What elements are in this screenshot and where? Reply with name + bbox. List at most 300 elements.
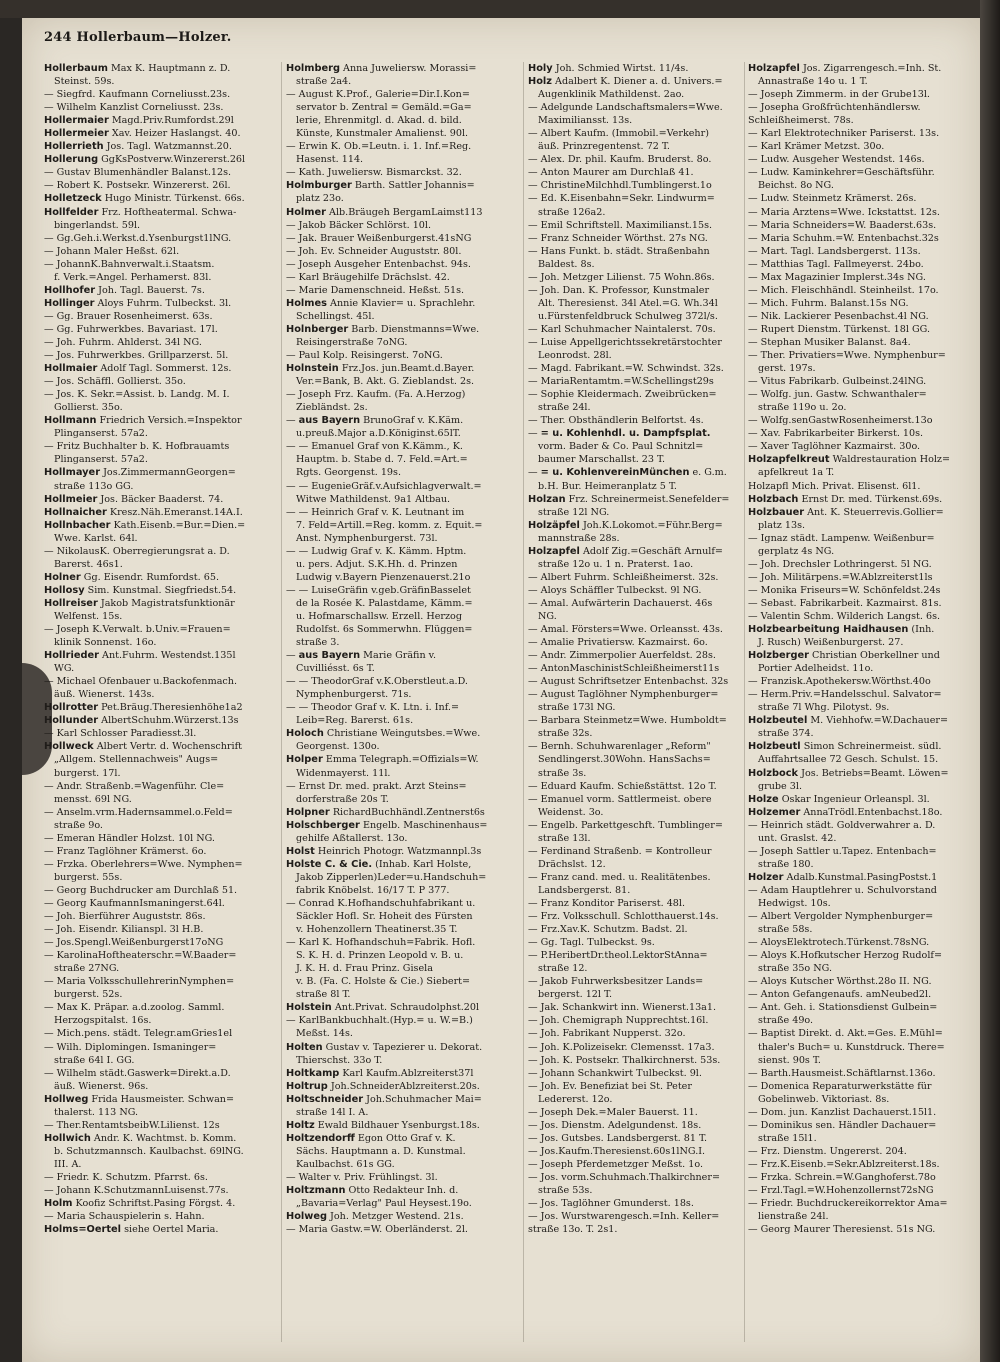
directory-entry-line: 7. Feld=Artill.=Reg. komm. z. Equit.= [296,519,483,531]
directory-entry-line: sienst. 90s T. [758,1054,821,1066]
directory-entry-line: — KarolinaHoftheaterschr.=W.Baader= [44,950,237,962]
directory-entry-line: — Anton Gefangenaufs. amNeubed2l. [748,989,932,1001]
directory-entry-line: — Bernh. Schuhwarenlager „Reform" [528,741,711,753]
directory-entry-line: — Karl Schuhmacher Naintalerst. 70s. [528,323,716,335]
surname-heading: Hollnaicher [44,506,107,518]
directory-entry-line: Hollwich Andr. K. Wachtmst. b. Komm. [44,1132,237,1144]
directory-entry-line: Gollierst. 35o. [54,402,123,414]
directory-entry-line: Säckler Hofl. Sr. Hoheit des Fürsten [296,911,473,923]
directory-entry-line: Holzberger Christian Oberkellner und [748,650,940,662]
directory-entry-line: straße 3s. [538,767,587,779]
surname-heading: Holmer [286,206,326,218]
directory-entry-line: — = u. KohlenvereinMünchen e. G.m. [528,467,727,479]
column-divider [281,62,282,1342]
directory-entry-line: thalerst. 113 NG. [54,1106,139,1118]
surname-heading: Holzapfel [748,63,800,74]
entries-column-3 [528,62,760,1348]
surname-heading: aus Bayern [298,415,361,427]
directory-entry-line: — Wilhelm Kanzlist Corneliusst. 23s. [44,102,224,114]
surname-heading: Holzapfel [528,545,580,557]
directory-entry-line: — Marie Damenschneid. Heßst. 51s. [286,284,465,296]
directory-entry-line: Auffahrtsallee 72 Gesch. Schulst. 15. [758,754,939,766]
directory-entry-line: — aus Bayern Marie Gräfin v. [286,650,437,662]
surname-heading: Holmes [286,297,327,309]
directory-entry-line: — Xaver Taglöhner Kazmairst. 30o. [748,441,921,453]
directory-entry-line: — Valentin Schm. Wilderich Langst. 6s. [748,610,941,622]
directory-entry-line: platz 13s. [758,519,806,531]
directory-entry-line: — Frz. Dienstm. Ungererst. 204. [748,1145,907,1157]
directory-entry-line: — Aloys Kutscher Wörthst.28o II. NG. [748,976,932,988]
surname-heading: Holner [44,571,81,583]
surname-heading: Hollmayer [44,467,101,479]
directory-entry-line: fabrik Knöbelst. 16/17 T. P 377. [296,884,450,896]
directory-entry-line: — Amal. Försters=Wwe. Orleansst. 43s. [528,624,723,636]
directory-entry-line: — Adelgunde Landschaftsmalers=Wwe. [528,102,723,114]
directory-entry-line: Holm Koofiz Schriftst.Pasing Förgst. 4. [44,1198,236,1210]
directory-entry-line: — Monika Friseurs=W. Schönfeldst.24s [748,584,941,596]
directory-entry-line: — Jak. Brauer Weißenburgerst.41sNG [286,232,472,244]
directory-entry-line: b.H. Bur. Heimeranplatz 5 T. [538,480,677,492]
directory-entry-line: Georgenst. 130o. [296,741,380,753]
directory-entry-line: straße 49o. [758,1015,814,1027]
directory-entry-line: Holtzmann Otto Redakteur Inh. d. [286,1185,459,1197]
directory-entry-line: Hollreiser Jakob Magistratsfunktionär [44,597,235,609]
directory-entry-line: straße 180. [758,858,814,870]
directory-entry-line: — Gg. Fuhrwerkbes. Bavariast. 17l. [44,323,218,335]
directory-entry-line: straße 58s. [758,924,813,936]
surname-heading: Holzer [748,871,784,883]
surname-heading: aus Bayern [298,650,361,662]
directory-entry-line: — Maria VolksschullehrerinNymphen= [44,976,235,988]
directory-entry-line: — Karl Schlosser Paradiesst.3l. [44,728,197,740]
directory-entry-line: — Anton Maurer am Durchlaß 41. [528,167,694,179]
directory-entry-line: u. pers. Adjut. S.K.Hh. d. Prinzen [296,558,458,570]
directory-entry-line: Plinganserst. 57a2. [54,428,148,440]
directory-entry-line: — Dom. jun. Kanzlist Dachauerst.15l1. [748,1106,937,1118]
directory-entry-line: Wwe. Karlst. 64l. [54,532,138,544]
surname-heading: Holzbauer [748,506,805,518]
directory-entry-line: Holy Joh. Schmied Wirtst. 11/4s. [528,63,689,74]
directory-entry-line: straße 53s. [538,1185,593,1197]
directory-entry-line: Hedwigst. 10s. [758,898,831,909]
directory-entry-line: — Ed. K.Eisenbahn=Sekr. Lindwurm= [528,193,715,205]
directory-entry-line: Hauptm. b. Stabe d. 7. Feld.=Art.= [296,454,468,466]
directory-entry-line: Welfenst. 15s. [54,610,123,622]
surname-heading: = u. KohlenvereinMünchen [540,467,690,479]
directory-entry-line: Holoch Christiane Weingutsbes.=Wwe. [286,728,481,740]
directory-entry-line: lerie, Ehrenmitgl. d. Akad. d. bild. [296,115,462,127]
directory-entry-line: Weidenst. 3o. [538,806,604,818]
directory-entry-line: burgerst. 55s. [54,871,123,883]
directory-entry-line: — Wilh. Diplomingen. Ismaninger= [44,1041,217,1053]
directory-entry-line: — Gg. Tagl. Tulbeckst. 9s. [528,937,655,949]
directory-entry-line: Holweg Joh. Metzger Westend. 21s. [286,1211,464,1223]
directory-entry-line: straße 14l I. A. [296,1106,369,1118]
directory-entry-line: Ludwig v.Bayern Pienzenauerst.21o [296,571,471,583]
directory-entry-line: apfelkreut 1a T. [758,467,835,479]
directory-entry-line: — Frzka. Schrein.=W.Ganghoferst.78o [748,1171,936,1183]
surname-heading: Holste C. & Cie. [286,858,373,870]
directory-entry-line: — Robert K. Postsekr. Winzererst. 26l. [44,180,231,192]
directory-entry-line: Holms=Oertel siehe Oertel Maria. [44,1224,219,1236]
directory-entry-line: Hollfelder Frz. Hoftheatermal. Schwa- [44,206,237,218]
directory-entry-line: straße 113o GG. [54,480,134,492]
directory-entry-line: mensst. 69l NG. [54,793,132,805]
surname-heading: Hollermaier [44,115,109,127]
directory-entry-line: — Mich.pens. städt. Telegr.amGries1el [44,1028,233,1040]
directory-entry-line: Augenklinik Mathildenst. 2ao. [538,89,685,101]
directory-entry-line: klinik Sonnenst. 16o. [54,637,157,649]
directory-entry-line: burgerst. 52s. [54,989,123,1001]
directory-entry-line: v. B. (Fa. C. Holste & Cie.) Siebert= [296,976,471,988]
directory-entry-line: straße 32s. [538,728,593,740]
directory-entry-line: — Xav. Fabrikarbeiter Birkerst. 10s. [748,428,924,440]
directory-entry-line: — KarlBankbuchhalt.(Hyp.= u. W.=B.) [286,1015,473,1027]
directory-entry-line: Hollosy Sim. Kunstmal. Siegfriedst.54. [44,584,237,596]
directory-entry-line: baumer Marschallst. 23 T. [538,454,666,466]
directory-entry-line: — Albert Kaufm. (Immobil.=Verkehr) [528,128,709,140]
directory-entry-line: b. Schutzmannsch. Kaulbachst. 69lNG. [54,1145,244,1157]
surname-heading: Holtrup [286,1080,328,1092]
directory-entry-line: Hollunder AlbertSchuhm.Würzerst.13s [44,715,239,727]
directory-entry-line: — Ernst Dr. med. prakt. Arzt Steins= [286,780,467,792]
directory-entry-line: straße 9o. [54,819,103,831]
surname-heading: Holzberger [748,650,809,662]
surname-heading: Hollosy [44,584,85,596]
directory-entry-line: — Max K. Präpar. a.d.zoolog. Samml. [44,1002,225,1014]
surname-heading: Hollerung [44,154,99,166]
directory-entry-line: Anst. Nymphenburgerst. 73l. [296,532,438,544]
directory-entry-line: — — Heinrich Graf v. K. Leutnant im [286,506,465,518]
directory-entry-line: — Franz cand. med. u. Realitätenbes. [528,871,711,883]
directory-entry-line: — Frzka. Oberlehrers=Wwe. Nymphen= [44,858,243,870]
directory-entry-line: — Frz.Xav.K. Schutzm. Badst. 2l. [528,924,688,936]
directory-entry-line: burgerst. 17l. [54,767,121,779]
directory-entry-line: — Paul Kolp. Reisingerst. 7oNG. [286,350,443,362]
directory-entry-line: Holzäpfel Joh.K.Lokomot.=Führ.Berg= [528,519,723,531]
directory-entry-line: straße 173l NG. [538,702,616,714]
surname-heading: Holzbeutl [748,741,801,753]
directory-entry-line: de la Rosée K. Palastdame, Kämm.= [296,597,473,609]
directory-entry-line: Holzapfel Adolf Zig.=Geschäft Arnulf= [528,545,723,557]
entries-column-1 [44,62,276,1348]
directory-entry-line: — Nik. Lackierer Pesenbachst.4l NG. [748,310,929,322]
directory-entry-line: Holze Oskar Ingenieur Orleanspl. 3l. [748,793,930,805]
directory-entry-line: Steinst. 59s. [54,76,115,88]
directory-entry-line: J. K. H. d. Frau Prinz. Gisela [296,963,433,975]
directory-entry-line: — Matthias Tagl. Fallmeyerst. 24bo. [748,258,924,270]
directory-entry-line: straße 12. [538,963,588,975]
directory-entry-line: straße 12o u. 1 n. Praterst. 1ao. [538,558,694,570]
directory-entry-line: — Joseph Ausgeher Entenbachst. 94s. [286,258,471,270]
directory-entry-line: Sächs. Hauptmann a. D. Kunstmal. [296,1145,466,1157]
directory-entry-line: Holzapfel Jos. Zigarrengesch.=Inh. St. [748,63,942,74]
directory-entry-line: Widenmayerst. 11l. [296,767,391,779]
surname-heading: Hollmeier [44,493,98,505]
surname-heading: Holnberger [286,323,349,335]
surname-heading: Holzbearbeitung Haidhausen [748,624,909,636]
directory-entry-line: u.Fürstenfeldbruck Schulweg 372l/s. [538,310,718,322]
directory-entry-line: — Jakob Fuhrwerksbesitzer Lands= [528,976,704,988]
directory-entry-line: — Amalie Privatiersw. Kazmairst. 6o. [528,637,708,649]
surname-heading: Holten [286,1041,323,1053]
directory-entry-line: — Stephan Musiker Balanst. 8a4. [748,336,911,348]
directory-entry-line: Hollweck Albert Vertr. d. Wochenschrift [44,741,242,753]
surname-heading: Hollunder [44,715,99,727]
surname-heading: Holtz [286,1119,315,1131]
directory-entry-line: Schellingst. 45l. [296,310,375,322]
directory-entry-line: — Gg.Geh.i.Werkst.d.Ysenburgst1lNG. [44,232,232,244]
directory-entry-line: straße 24l. [538,402,591,414]
directory-entry-line: — Joh. Drechsler Lothringerst. 5l NG. [748,558,932,570]
directory-entry-line: — Wilhelm städt.Gaswerk=Direkt.a.D. [44,1067,231,1079]
directory-entry-line: Kaulbachst. 61s GG. [296,1158,395,1170]
directory-entry-line: — Ther. Privatiers=Wwe. Nymphenbur= [748,350,946,362]
directory-entry-line: — MariaRentamtm.=W.Schellingst29s [528,376,714,388]
surname-heading: Holschberger [286,819,360,831]
surname-heading: Holst [286,845,315,857]
directory-entry-line: — Hans Funkt. b. städt. Straßenbahn [528,245,710,257]
directory-entry-line: — — Emanuel Graf von K.Kämm., K. [286,441,463,453]
directory-entry-line: straße 64l I. GG. [54,1054,135,1066]
directory-entry-line: — — Theodor Graf v. K. Ltn. i. Inf.= [286,702,460,714]
directory-entry-line: v. Hohenzollern Theatinerst.35 T. [296,924,458,936]
surname-heading: Holz [528,76,552,88]
surname-heading: Hollweck [44,741,94,753]
directory-entry-line: Rudolfst. 6s Sommerwhn. Flüggen= [296,624,473,636]
directory-entry-line: — Johann Schankwirt Tulbeckst. 9l. [528,1067,702,1079]
directory-entry-line: Hollrieder Ant.Fuhrm. Westendst.135l [44,650,236,662]
directory-entry-line: Hollermeier Xav. Heizer Haslangst. 40. [44,128,241,140]
surname-heading: Holzapfelkreut [748,454,830,466]
directory-entry-line: Sendlingerst.30Wohn. HansSachs= [538,754,711,766]
directory-entry-line: — Jos.Spengl.Weißenburgerst17oNG [44,937,224,949]
directory-entry-line: — Vitus Fabrikarb. Gulbeinst.24lNG. [748,376,927,388]
directory-entry-line: äuß. Wienerst. 96s. [54,1080,149,1092]
directory-entry-line: Holzbeutel M. Viehhofw.=W.Dachauer= [748,715,949,727]
surname-heading: Holzäpfel [528,519,580,531]
directory-entry-line: Holmer Alb.Bräugeh BergamLaimst113 [286,206,483,218]
directory-entry-line: Holzbach Ernst Dr. med. Türkenst.69s. [748,493,943,505]
surname-heading: Hollinger [44,297,95,309]
directory-entry-line: — Walter v. Priv. Frühlingst. 3l. [286,1171,438,1183]
directory-entry-line: — Johann K.SchutzmannLuisenst.77s. [44,1185,229,1197]
directory-entry-line: dorferstraße 20s T. [296,793,389,805]
directory-entry-line: — Conrad K.Hofhandschuhfabrikant u. [286,898,476,909]
directory-entry-line: Holper Emma Telegraph.=Offizials=W. [286,754,479,766]
directory-entry-line: — Franz Schneider Wörthst. 27s NG. [528,232,708,244]
surname-heading: Holm [44,1198,73,1210]
surname-heading: Hollmaier [44,363,98,375]
directory-entry-line: lienstraße 24l. [758,1211,829,1223]
directory-entry-line: straße 13l. [538,832,591,844]
directory-entry-line: — Georg Buchdrucker am Durchlaß 51. [44,884,238,896]
directory-entry-line: — — LuiseGräfin v.geb.GräfinBasselet [286,584,471,596]
surname-heading: Hollwich [44,1132,91,1144]
directory-entry-line: Maximiliansst. 13s. [538,115,633,127]
directory-entry-line: — Barth.Hausmeist.Schäftlarnst.136o. [748,1067,936,1079]
directory-entry-line: straße 7l Whg. Pilotyst. 9s. [758,702,890,714]
directory-entry-line: — Adam Hauptlehrer u. Schulvorstand [748,884,937,896]
directory-entry-line: Ledererst. 12o. [538,1093,613,1105]
directory-entry-line: — Dominikus sen. Händler Dachauer= [748,1119,937,1131]
surname-heading: Hollrieder [44,650,99,662]
scan-top-margin [0,0,1000,18]
directory-entry-line: äuß. Wienerst. 143s. [54,689,155,701]
directory-entry-line: servator b. Zentral = Gemäld.=Ga= [296,102,472,114]
directory-entry-line: — Alex. Dr. phil. Kaufm. Bruderst. 8o. [528,154,712,166]
surname-heading: Holtzendorff [286,1132,355,1144]
directory-entry-line: — Max Magazinier Implerst.34s NG. [748,271,926,283]
directory-entry-line: — Karl Krämer Metzst. 30o. [748,141,885,153]
surname-heading: Hollermeier [44,128,109,140]
surname-heading: Hollerbaum [44,63,108,74]
surname-heading: Hollrotter [44,702,99,714]
directory-entry-line: — NikolausK. Oberregierungsrat a. D. [44,545,230,557]
directory-entry-line: straße 3. [296,637,340,649]
surname-heading: Hollfelder [44,206,99,218]
directory-entry-line: — Jos. vorm.Schuhmach.Thalkirchner= [528,1171,720,1183]
directory-entry-line: — Karl Elektrotechniker Pariserst. 13s. [748,128,940,140]
directory-entry-line: straße 119o u. 2o. [758,402,847,414]
directory-entry-line: — Barbara Steinmetz=Wwe. Humboldt= [528,715,727,727]
directory-entry-line: Hollerbaum Max K. Hauptmann z. D. [44,63,231,74]
directory-entry-line: — Emeran Händler Holzst. 10l NG. [44,832,215,844]
directory-entry-line: — Jos. Schäffl. Gollierst. 35o. [44,376,186,388]
directory-entry-line: — Ludw. Ausgeher Westendst. 146s. [748,154,925,166]
directory-entry-line: Holnstein Frz.Jos. jun.Beamt.d.Bayer. [286,363,475,375]
directory-entry-line: gerplatz 4s NG. [758,545,835,557]
directory-entry-line: — Anselm.vrm.Hadernsammel.o.Feld= [44,806,233,818]
directory-entry-line: gerst. 197s. [758,363,816,375]
directory-entry-line: — Mich. Fleischhändl. Steinheilst. 17o. [748,284,939,296]
directory-entry-line: Hollnbacher Kath.Eisenb.=Bur.=Dien.= [44,519,246,531]
directory-entry-line: Holste C. & Cie. (Inhab. Karl Holste, [286,858,472,870]
directory-entry-line: Holten Gustav v. Tapezierer u. Dekorat. [286,1041,483,1053]
directory-entry-line: Holtschneider Joh.Schuhmacher Mai= [286,1093,482,1105]
directory-entry-line: Meßst. 14s. [296,1028,353,1040]
directory-entry-line: — Johann Maler Heßst. 62l. [44,245,180,257]
directory-entry-line: — Magd. Fabrikant.=W. Schwindst. 32s. [528,363,724,375]
surname-heading: Holletzeck [44,193,102,205]
directory-entry-line: straße 35o NG. [758,963,833,975]
directory-entry-line: — Franz Konditor Pariserst. 48l. [528,898,686,909]
directory-entry-line: — Andr. Straßenb.=Wagenführ. Cle= [44,780,225,792]
directory-entry-line: Holtz Ewald Bildhauer Ysenburgst.18s. [286,1119,480,1131]
entries-column-4 [748,62,980,1348]
directory-entry-line: Holtrup Joh.SchneiderAblzreiterst.20s. [286,1080,480,1092]
directory-entry-line: Künste, Kunstmaler Amalienst. 90l. [296,128,469,140]
entries-column-2 [286,62,518,1348]
directory-entry-line: — Joh. Eisendr. Kilianspl. 3l H.B. [44,924,204,936]
directory-entry-line: — Georg Maurer Theresienst. 51s NG. [748,1224,936,1236]
directory-entry-line: — Franzisk.Apothekersw.Wörthst.40o [748,676,931,688]
directory-entry-line: straße 12l NG. [538,506,610,518]
directory-entry-line: Holzemer AnnaTrödl.Entenbachst.18o. [748,806,943,818]
directory-entry-line: S. K. H. d. Prinzen Leopold v. B. u. [296,950,464,962]
directory-entry-line: — Joseph Pferdemetzger Meßst. 1o. [528,1158,704,1170]
directory-entry-line: — Wolfg.senGastwRosenheimerst.13o [748,415,933,427]
directory-entry-line: Barerst. 46s1. [54,558,123,570]
directory-entry-line: Landsbergerst. 81. [538,884,631,896]
directory-entry-line: — Ludw. Kaminkehrer=Geschäftsführ. [748,167,935,179]
directory-entry-line: Beichst. 8o NG. [758,180,834,192]
directory-entry-line: III. A. [54,1158,82,1170]
directory-entry-line: — Joh. Ev. Schneider Auguststr. 80l. [286,245,462,257]
surname-heading: Holtzmann [286,1185,346,1197]
directory-entry-line: — Amal. Aufwärterin Dachauerst. 46s [528,597,713,609]
surname-heading: Holtkamp [286,1067,340,1079]
directory-entry-line: — Erwin K. Ob.=Leutn. i. 1. Inf.=Reg. [286,141,472,153]
directory-entry-line: Herzogspitalst. 16s. [54,1015,152,1027]
directory-entry-line: Hollerrieth Jos. Tagl. Watzmannst.20. [44,141,232,153]
surname-heading: Holnstein [286,363,339,375]
directory-entry-line: — P.HeribertDr.theol.LektorStAnna= [528,950,708,962]
directory-entry-line: — Josepha Großfrüchtenhändlersw. [748,102,921,114]
directory-entry-line: thaler's Buch= u. Kunstdruck. There= [758,1041,945,1053]
surname-heading: Holtschneider [286,1093,364,1105]
surname-heading: Hollhofer [44,284,96,296]
directory-entry-line: — Maria Gastw.=W. Oberländerst. 2l. [286,1224,468,1236]
directory-entry-line: NG. [538,610,557,622]
directory-entry-line: — — TheodorGraf v.K.Oberstleut.a.D. [286,676,468,688]
directory-entry-line: vorm. Bader & Co. Paul Schnitzl= [538,441,704,453]
directory-entry-line: — Franz Taglöhner Krämerst. 6o. [44,845,207,857]
directory-entry-line: Ziebländst. 2s. [296,402,368,414]
directory-entry-line: Schleißheimerst. 78s. [748,115,854,127]
directory-entry-line: — Mich. Fuhrm. Balanst.15s NG. [748,297,909,309]
directory-entry-line: — Maria Schuhm.=W. Entenbachst.32s [748,232,939,244]
directory-entry-line: Holletzeck Hugo Ministr. Türkenst. 66s. [44,193,245,205]
directory-entry-line: — Jos. Fuhrwerkbes. Grillparzerst. 5l. [44,350,229,362]
directory-entry-line: Holzer Adalb.Kunstmal.PasingPostst.1 [748,871,938,883]
directory-entry-line: — Herm.Priv.=Handelsschul. Salvator= [748,689,942,701]
directory-entry-line: Holzbock Jos. Betriebs=Beamt. Löwen= [748,767,949,779]
directory-entry-line: — Aloys Schäffler Tulbeckst. 9l NG. [528,584,702,596]
directory-entry-line: — Sophie Kleidermach. Zweibrücken= [528,389,717,401]
directory-entry-line: Holzbearbeitung Haidhausen (Inh. [748,624,935,636]
directory-entry-line: Hollmaier Adolf Tagl. Sommerst. 12s. [44,363,232,375]
directory-entry-line: — Joh. K.Polizeisekr. Clemensst. 17a3. [528,1041,715,1053]
directory-entry-line: — Joh. Dan. K. Professor, Kunstmaler [528,284,710,296]
directory-entry-line: Holmes Annie Klavier= u. Sprachlehr. [286,297,476,309]
directory-entry-line: Holschberger Engelb. Maschinenhaus= [286,819,488,831]
directory-entry-line: — AloysElektrotech.Türkenst.78sNG. [748,937,930,949]
directory-entry-line: Holner Gg. Eisendr. Rumfordst. 65. [44,571,220,583]
directory-entry-line: — Frz. Volksschull. Schlotthauerst.14s. [528,911,719,923]
directory-entry-line: äuß. Prinzregentenst. 72 T. [538,141,670,153]
directory-entry-line: Drächslst. 12. [538,858,606,870]
surname-heading: Hollweg [44,1093,89,1105]
directory-entry-line: WG. [54,663,75,675]
directory-entry-line: straße 126a2. [538,206,606,218]
directory-entry-line: — — Ludwig Graf v. K. Kämm. Hptm. [286,545,467,557]
directory-entry-line: Holmburger Barth. Sattler Johannis= [286,180,475,192]
directory-entry-line: Holmberg Anna Juweliersw. Morassi= [286,63,477,74]
directory-entry-line: — Rupert Dienstm. Türkenst. 18l GG. [748,323,931,335]
directory-entry-line: — Joseph K.Verwalt. b.Univ.=Frauen= [44,624,231,636]
surname-heading: Holze [748,793,779,805]
directory-entry-line: — Ludw. Steinmetz Krämerst. 26s. [748,193,917,205]
directory-entry-line: J. Rusch) Weißenburgerst. 27. [758,637,904,649]
directory-entry-line: — Maria Schauspielerin s. Hahn. [44,1211,205,1223]
surname-heading: Holmberg [286,63,340,74]
surname-heading: Hollnbacher [44,519,111,531]
directory-entry-line: — Friedr. K. Schutzm. Pfarrst. 6s. [44,1171,208,1183]
directory-entry-line: Leib=Reg. Barerst. 61s. [296,715,414,727]
directory-entry-line: — Joh. Fuhrm. Ahlderst. 34l NG. [44,336,202,348]
surname-heading: Holy [528,63,553,74]
